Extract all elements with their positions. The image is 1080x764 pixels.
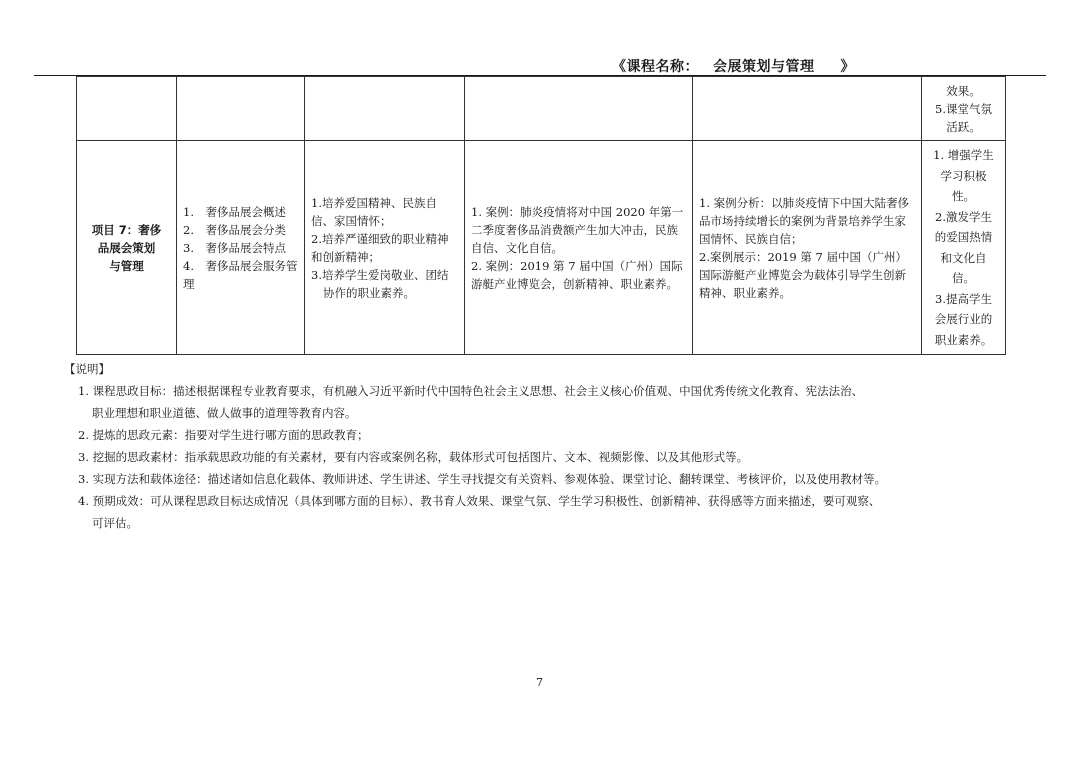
project-line: 品展会策划 (97, 240, 156, 255)
empty-cell (305, 77, 465, 141)
course-table (76, 76, 1006, 355)
content-item: 4. 奢侈品展会服务管理 (183, 258, 298, 291)
effect-line: 的爱国热情 (934, 230, 993, 244)
methods-cell (693, 141, 922, 355)
note-item (64, 490, 1054, 534)
content-item: 2. 奢侈品展会分类 (183, 222, 286, 237)
project-line: 与管理 (109, 258, 144, 273)
effect-line: 会展行业的 (934, 312, 993, 326)
goal-item: 1.培养爱国精神、民族自信、家国情怀； (311, 195, 437, 228)
notes-section (64, 358, 1054, 534)
method-item: 1. 案例分析：以肺炎疫情下中国大陆奢侈品市场持续增长的案例为背景培养学生家国情怀、民族自信； (699, 195, 910, 246)
effect-line: 学习积极 (940, 168, 987, 183)
course-close: 》 (840, 59, 855, 75)
effect-line: 效果。 (946, 83, 981, 98)
material-item: 2. 案例：2019 第 7 届中国（广州）国际游艇产业博览会，创新精神、职业素养。 (471, 258, 683, 291)
empty-cell (77, 77, 177, 141)
notes-title: 【说明】 (64, 362, 110, 376)
effect-line: 信。 (952, 271, 975, 285)
note-item (64, 424, 1054, 446)
note-text: 3. 实现方法和载体途径：描述诸如信息化载体、教师讲述、学生讲述、学生寻找提交有关资料、参观体验、课堂讨论、翻转课堂、考核评价，以及使用教材等。 (78, 472, 887, 486)
contents-cell (177, 141, 305, 355)
note-text: 3. 挖掘的思政素材：指承载思政功能的有关素材，要有内容或案例名称，载体形式可包括图片、文本、视频影像、以及其他形式等。 (78, 450, 749, 464)
materials-cell (465, 141, 693, 355)
page-number: 7 (536, 676, 543, 689)
effects-cell (922, 141, 1006, 355)
empty-cell (693, 77, 922, 141)
goals-cell (305, 141, 465, 355)
table-row (77, 141, 1006, 355)
effect-line: 和文化自 (940, 250, 987, 265)
effect-line: 1. 增强学生 (933, 148, 994, 162)
note-text: 1. 课程思政目标：描述根据课程专业教育要求，有机融入习近平新时代中国特色社会主义思想、社会主义核心价值观、中国优秀传统文化教育、宪法法治、 (78, 384, 864, 398)
content-item: 3. 奢侈品展会特点 (183, 240, 286, 255)
goal-item: 2.培养严谨细致的职业精神和创新精神； (311, 231, 449, 264)
course-label: 《课程名称： (612, 59, 699, 75)
note-text: 4. 预期成效：可从课程思政目标达成情况（具体到哪方面的目标）、教书育人效果、课堂气氛、学生学习积极性、创新精神、获得感等方面来描述，要可观察、 (78, 494, 881, 508)
empty-cell (465, 77, 693, 141)
note-continuation: 职业理想和职业道德、做人做事的道理等教育内容。 (92, 406, 357, 420)
method-item: 2.案例展示：2019 第 7 届中国（广州）国际游艇产业博览会为载体引导学生创新精神、职业素养。 (699, 249, 908, 300)
goal-item: 3.培养学生爱岗敬业、团结协作的职业素养。 (311, 267, 449, 300)
note-continuation: 可评估。 (92, 516, 138, 530)
effect-line: 5.课堂气氛 (935, 101, 992, 116)
effect-cell-prev (922, 77, 1006, 141)
note-item (64, 468, 1054, 490)
effect-line: 职业素养。 (934, 332, 993, 347)
note-text: 2. 提炼的思政元素：指要对学生进行哪方面的思政教育； (78, 428, 369, 442)
empty-cell (177, 77, 305, 141)
content-item: 1. 奢侈品展会概述 (183, 204, 286, 219)
project-line: 项目 7：奢侈 (91, 222, 162, 237)
note-item (64, 380, 1054, 424)
project-cell (77, 141, 177, 355)
material-item: 1. 案例：肺炎疫情将对中国 2020 年第一二季度奢侈品消费额产生加大冲击，民族自信、文化自信。 (471, 204, 684, 255)
effect-line: 2.激发学生 (935, 209, 992, 224)
course-header (612, 56, 855, 77)
note-item (64, 446, 1054, 468)
effect-line: 3.提高学生 (935, 291, 992, 306)
table-row (77, 77, 1006, 141)
effect-line: 性。 (952, 189, 975, 203)
course-name: 会展策划与管理 (699, 56, 829, 77)
effect-line: 活跃。 (946, 119, 981, 134)
